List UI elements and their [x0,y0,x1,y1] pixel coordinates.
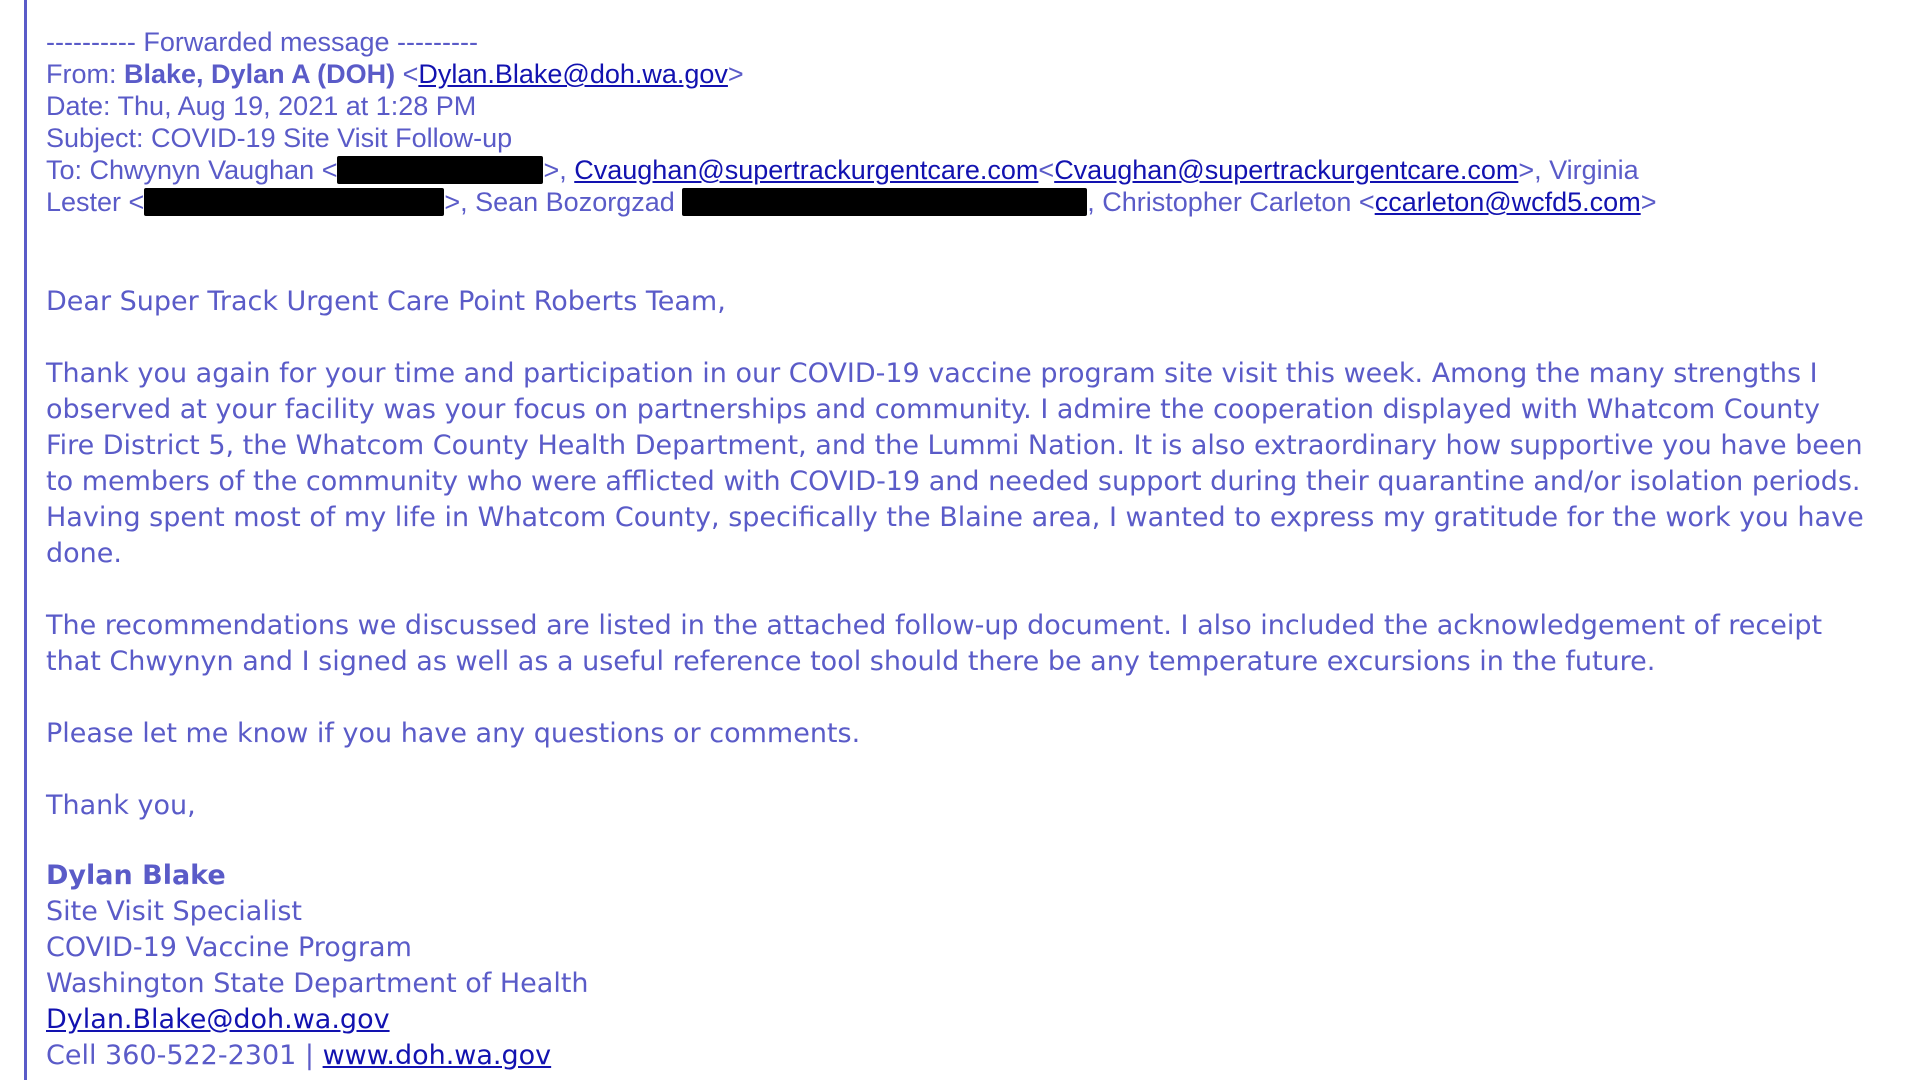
body-paragraph-3: Please let me know if you have any questions or comments. [46,718,861,749]
body-paragraph-2: The recommendations we discussed are listed in the attached follow-up document. I also included the acknowledgement of receipt that Chwynyn and I signed as well as a useful reference tool should there be any temperature excursions in the future. [46,610,1823,677]
subject-line: Subject: COVID-19 Site Visit Follow-up [46,123,513,153]
to-line-2: Lester < >, Sean Bozorgzad , Christopher Carleton <ccarleton@wcfd5.com> [46,187,1657,217]
forward-header [46,26,1876,218]
to-recipient-4-name: Sean Bozorgzad [475,187,675,217]
redacted-email [682,188,1087,216]
to-recipient-2-email-link-repeat[interactable]: Cvaughan@supertrackurgentcare.com [1054,155,1519,185]
to-recipient-2-email-link[interactable]: Cvaughan@supertrackurgentcare.com [574,155,1039,185]
signature-name: Dylan Blake [46,860,226,891]
redacted-email [144,188,444,216]
to-recipient-3-last-name: Lester [46,187,122,217]
to-recipient-5-name: Christopher Carleton [1102,187,1352,217]
body-paragraph-1: Thank you again for your time and participation in our COVID-19 vaccine program site visit this week. Among the many strengths I observed at your facility was your focus on partnerships and community. I admire the cooperation displayed with Whatcom County Fire District 5, the Whatcom County Health Department, and the Lummi Nation. It is also extraordinary how supportive you have been to members of the community who were afflicted with COVID-19 and needed support during their quarantine and/or isolation periods. Having spent most of my life in Whatcom County, specifically the Blaine area, I wanted to express my gratitude for the work you have done. [46,358,1864,569]
date-line: Date: Thu, Aug 19, 2021 at 1:28 PM [46,91,477,121]
to-recipient-1-name: Chwynyn Vaughan [89,155,315,185]
signature-email-row [46,1002,1046,1038]
from-name: Blake, Dylan A (DOH) [124,59,396,89]
to-recipient-3-first-name: Virginia [1549,155,1639,185]
signature-department: Washington State Department of Health [46,968,589,999]
from-email-link[interactable]: Dylan.Blake@doh.wa.gov [418,59,728,89]
signature-block [46,858,1046,1074]
signature-cell: Cell 360-522-2301 | [46,1040,323,1071]
to-recipient-5-email-link[interactable]: ccarleton@wcfd5.com [1374,187,1641,217]
to-line-1: To: Chwynyn Vaughan < >, Cvaughan@supertrackurgentcare.com<Cvaughan@supertrackurgentcare.com>, Virginia [46,155,1639,185]
signature-email-link[interactable]: Dylan.Blake@doh.wa.gov [46,1004,390,1035]
signature-website-link[interactable]: www.doh.wa.gov [322,1040,552,1071]
from-label: From: [46,59,124,89]
signature-contact-row [46,1038,1046,1074]
forward-separator: ---------- Forwarded message --------- [46,27,478,57]
closing: Thank you, [46,790,196,821]
redacted-email [337,156,543,184]
greeting: Dear Super Track Urgent Care Point Roberts Team, [46,286,726,317]
email-body [46,284,1876,860]
from-line: From: Blake, Dylan A (DOH) <Dylan.Blake@doh.wa.gov> [46,59,744,89]
to-label: To: [46,155,90,185]
signature-program: COVID-19 Vaccine Program [46,932,412,963]
signature-title: Site Visit Specialist [46,896,302,927]
quote-bar [24,0,27,1080]
